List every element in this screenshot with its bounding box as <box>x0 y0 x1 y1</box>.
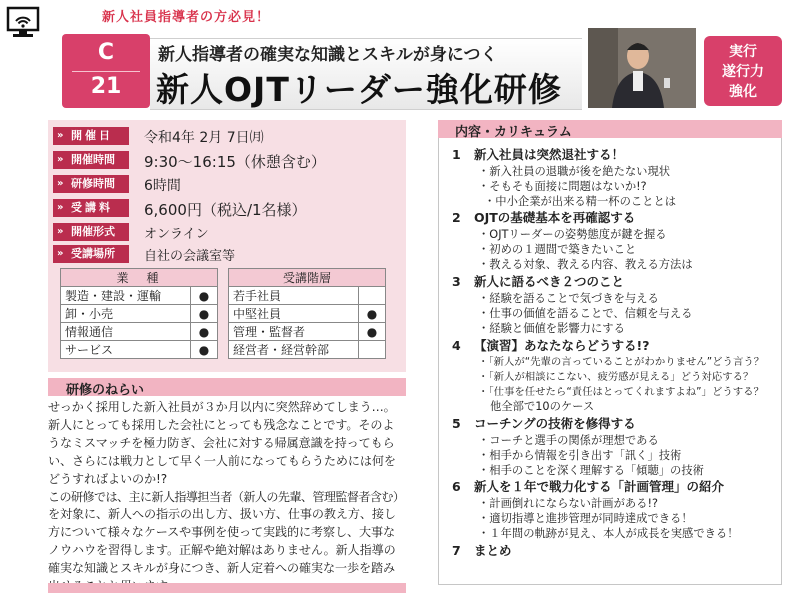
info-value: 自社の会議室等 <box>144 249 236 264</box>
info-label: 研修時間 <box>71 177 115 190</box>
level-mark: ● <box>359 323 386 341</box>
monitor-wifi-icon <box>6 6 40 40</box>
section-number: 5 <box>452 416 461 431</box>
industry-name: 情報通信 <box>61 323 191 341</box>
instructor-photo <box>588 28 696 108</box>
level-name: 経営者・経営幹部 <box>229 341 359 359</box>
list-item: ・経験と価値を影響力にする <box>478 322 625 335</box>
list-item: ・計画倒れにならない計画がある!? <box>478 497 658 510</box>
info-label: 開催時間 <box>71 153 115 166</box>
purpose-line: い、さらには戦力として早く一人前になってもらうためには何を <box>48 453 396 468</box>
curriculum-section-6 <box>452 477 724 495</box>
list-item: ・適切指導と進捗管理が同時達成できる！ <box>478 512 693 525</box>
list-item: ・「仕事を任せたら“責任はとってくれますよね”」どうする？ <box>478 386 764 398</box>
section-title: 新入社員は突然退社する！ <box>474 147 625 162</box>
purpose-text <box>48 399 406 596</box>
purpose-line: せっかく採用した新入社員が３か月以内に突然辞めてしまう…。 <box>48 400 396 414</box>
purpose-line: ノウハウを習得します。正解や絶対解はありません。新人指導の <box>48 543 396 558</box>
purpose-line: 方について様々なケースや事例を使って実践的に考察し、大事な <box>48 525 395 540</box>
section-number: 2 <box>452 210 461 225</box>
purpose-line: を対象に、新人への指示の出し方、扱い方、仕事の教え方、接し <box>48 507 396 522</box>
list-item: ・新入社員の退職が後を絶たない現状 <box>478 165 671 178</box>
section-title: まとめ <box>474 543 512 558</box>
list-item: ・仕事の価値を語ることで、信頼を与える <box>478 307 693 320</box>
purpose-line: 新人にとっても採用した会社にとっても残念なことです。そのよ <box>48 417 395 432</box>
section-title: コーチングの技術を修得する <box>474 416 636 431</box>
badge-line-2: 遂行力 <box>722 64 764 80</box>
list-item: ・コーチと選手の関係が理想である <box>478 434 659 447</box>
industry-table <box>60 268 218 359</box>
table-row <box>229 341 386 359</box>
curriculum-section-4 <box>452 336 649 354</box>
list-item: ・相手から情報を引き出す「訊く」技術 <box>478 449 682 462</box>
list-item: ・そもそも面接に問題はないか!? <box>478 180 647 193</box>
table-row <box>61 287 218 305</box>
list-item: ・経験を語ることで気づきを与える <box>478 292 659 305</box>
level-mark <box>359 287 386 305</box>
table-row <box>229 323 386 341</box>
curriculum-section-5 <box>452 414 636 432</box>
list-item: ・教える対象、教える内容、教える方法は <box>478 258 693 271</box>
table-row <box>229 305 386 323</box>
level-name: 若手社員 <box>229 287 359 305</box>
industry-mark: ● <box>191 305 218 323</box>
course-subtitle: 新人指導者の確実な知識とスキルが身につく <box>158 45 498 65</box>
section-title: 【演習】あなたならどうする!? <box>474 338 650 353</box>
list-item: ・「新人が相談にこない、疲労感が見える」どう対応する？ <box>478 371 754 383</box>
list-item: ・「新人が“先輩の言っていることがわかりません”どう言う？ <box>478 356 765 368</box>
level-mark: ● <box>359 305 386 323</box>
table-row <box>61 305 218 323</box>
industry-name: 製造・建設・運輸 <box>61 287 191 305</box>
list-item: ・初めの１週間で築きたいこと <box>478 243 637 256</box>
course-title: 新人OJTリーダー強化研修 <box>156 70 562 109</box>
level-header: 受講階層 <box>229 269 386 287</box>
list-item: ・相手のことを深く理解する「傾聴」の技術 <box>478 464 704 477</box>
list-item: 他全部で10のケース <box>490 400 595 413</box>
info-value: 令和4年 2月 7日㈪ <box>144 130 264 146</box>
curriculum-section-3 <box>452 272 624 290</box>
section-title: 新人を１年で戦力化する「計画管理」の紹介 <box>474 479 725 494</box>
purpose-heading: 研修のねらい <box>66 383 145 398</box>
course-code-number: 21 <box>90 74 122 99</box>
purpose-line: この研修では、主に新人指導担当者（新人の先輩、管理監督者含む） <box>48 489 405 504</box>
level-mark <box>359 341 386 359</box>
list-item: ・中小企業が出来る精一杯のこととは <box>484 195 677 208</box>
info-value: 6,600円（税込/1名様） <box>144 201 307 219</box>
bottom-band <box>48 583 406 593</box>
tagline: 新人社員指導者の方必見！ <box>102 10 271 25</box>
level-name: 中堅社員 <box>229 305 359 323</box>
industry-header: 業 種 <box>61 269 218 287</box>
industry-name: 卸・小売 <box>61 305 191 323</box>
info-value: 9:30〜16:15（休憩含む） <box>144 153 326 171</box>
curriculum-section-7 <box>452 541 512 559</box>
section-number: 1 <box>452 147 461 162</box>
purpose-line: どうすればよいのか!? <box>48 471 168 486</box>
info-label: 開催日 <box>71 129 113 142</box>
info-label: 受講料 <box>71 201 113 214</box>
table-row <box>229 287 386 305</box>
curriculum-heading: 内容・カリキュラム <box>455 125 572 140</box>
industry-mark: ● <box>191 287 218 305</box>
section-number: 6 <box>452 479 461 494</box>
section-number: 3 <box>452 274 461 289</box>
info-value: 6時間 <box>144 178 181 194</box>
purpose-line: 確実な知識とスキルが身につき、新人定着への確実な一歩を踏み <box>48 561 395 576</box>
section-number: 7 <box>452 543 461 558</box>
level-table <box>228 268 386 359</box>
curriculum-section-1 <box>452 145 624 163</box>
info-label: 開催形式 <box>71 225 115 238</box>
level-name: 管理・監督者 <box>229 323 359 341</box>
course-code <box>62 34 150 108</box>
list-item: ・OJTリーダーの姿勢態度が鍵を握る <box>478 228 667 241</box>
industry-mark: ● <box>191 323 218 341</box>
feature-badge <box>704 36 782 106</box>
section-number: 4 <box>452 338 461 353</box>
info-label: 受講場所 <box>71 247 115 260</box>
badge-line-1: 実行 <box>729 44 757 60</box>
section-title: 新人に語るべき２つのこと <box>474 274 625 289</box>
table-row <box>61 323 218 341</box>
course-code-letter: C <box>97 40 115 65</box>
curriculum-section-2 <box>452 208 635 226</box>
section-title: OJTの基礎基本を再確認する <box>474 210 636 225</box>
industry-mark: ● <box>191 341 218 359</box>
industry-name: サービス <box>61 341 191 359</box>
table-row <box>61 341 218 359</box>
info-value: オンライン <box>144 227 209 242</box>
purpose-line: うなミスマッチを極力防ぎ、会社に対する帰属意識を持ってもら <box>48 435 395 450</box>
badge-line-3: 強化 <box>729 84 757 100</box>
list-item: ・１年間の軌跡が見え、本人が成長を実感できる！ <box>478 527 739 540</box>
